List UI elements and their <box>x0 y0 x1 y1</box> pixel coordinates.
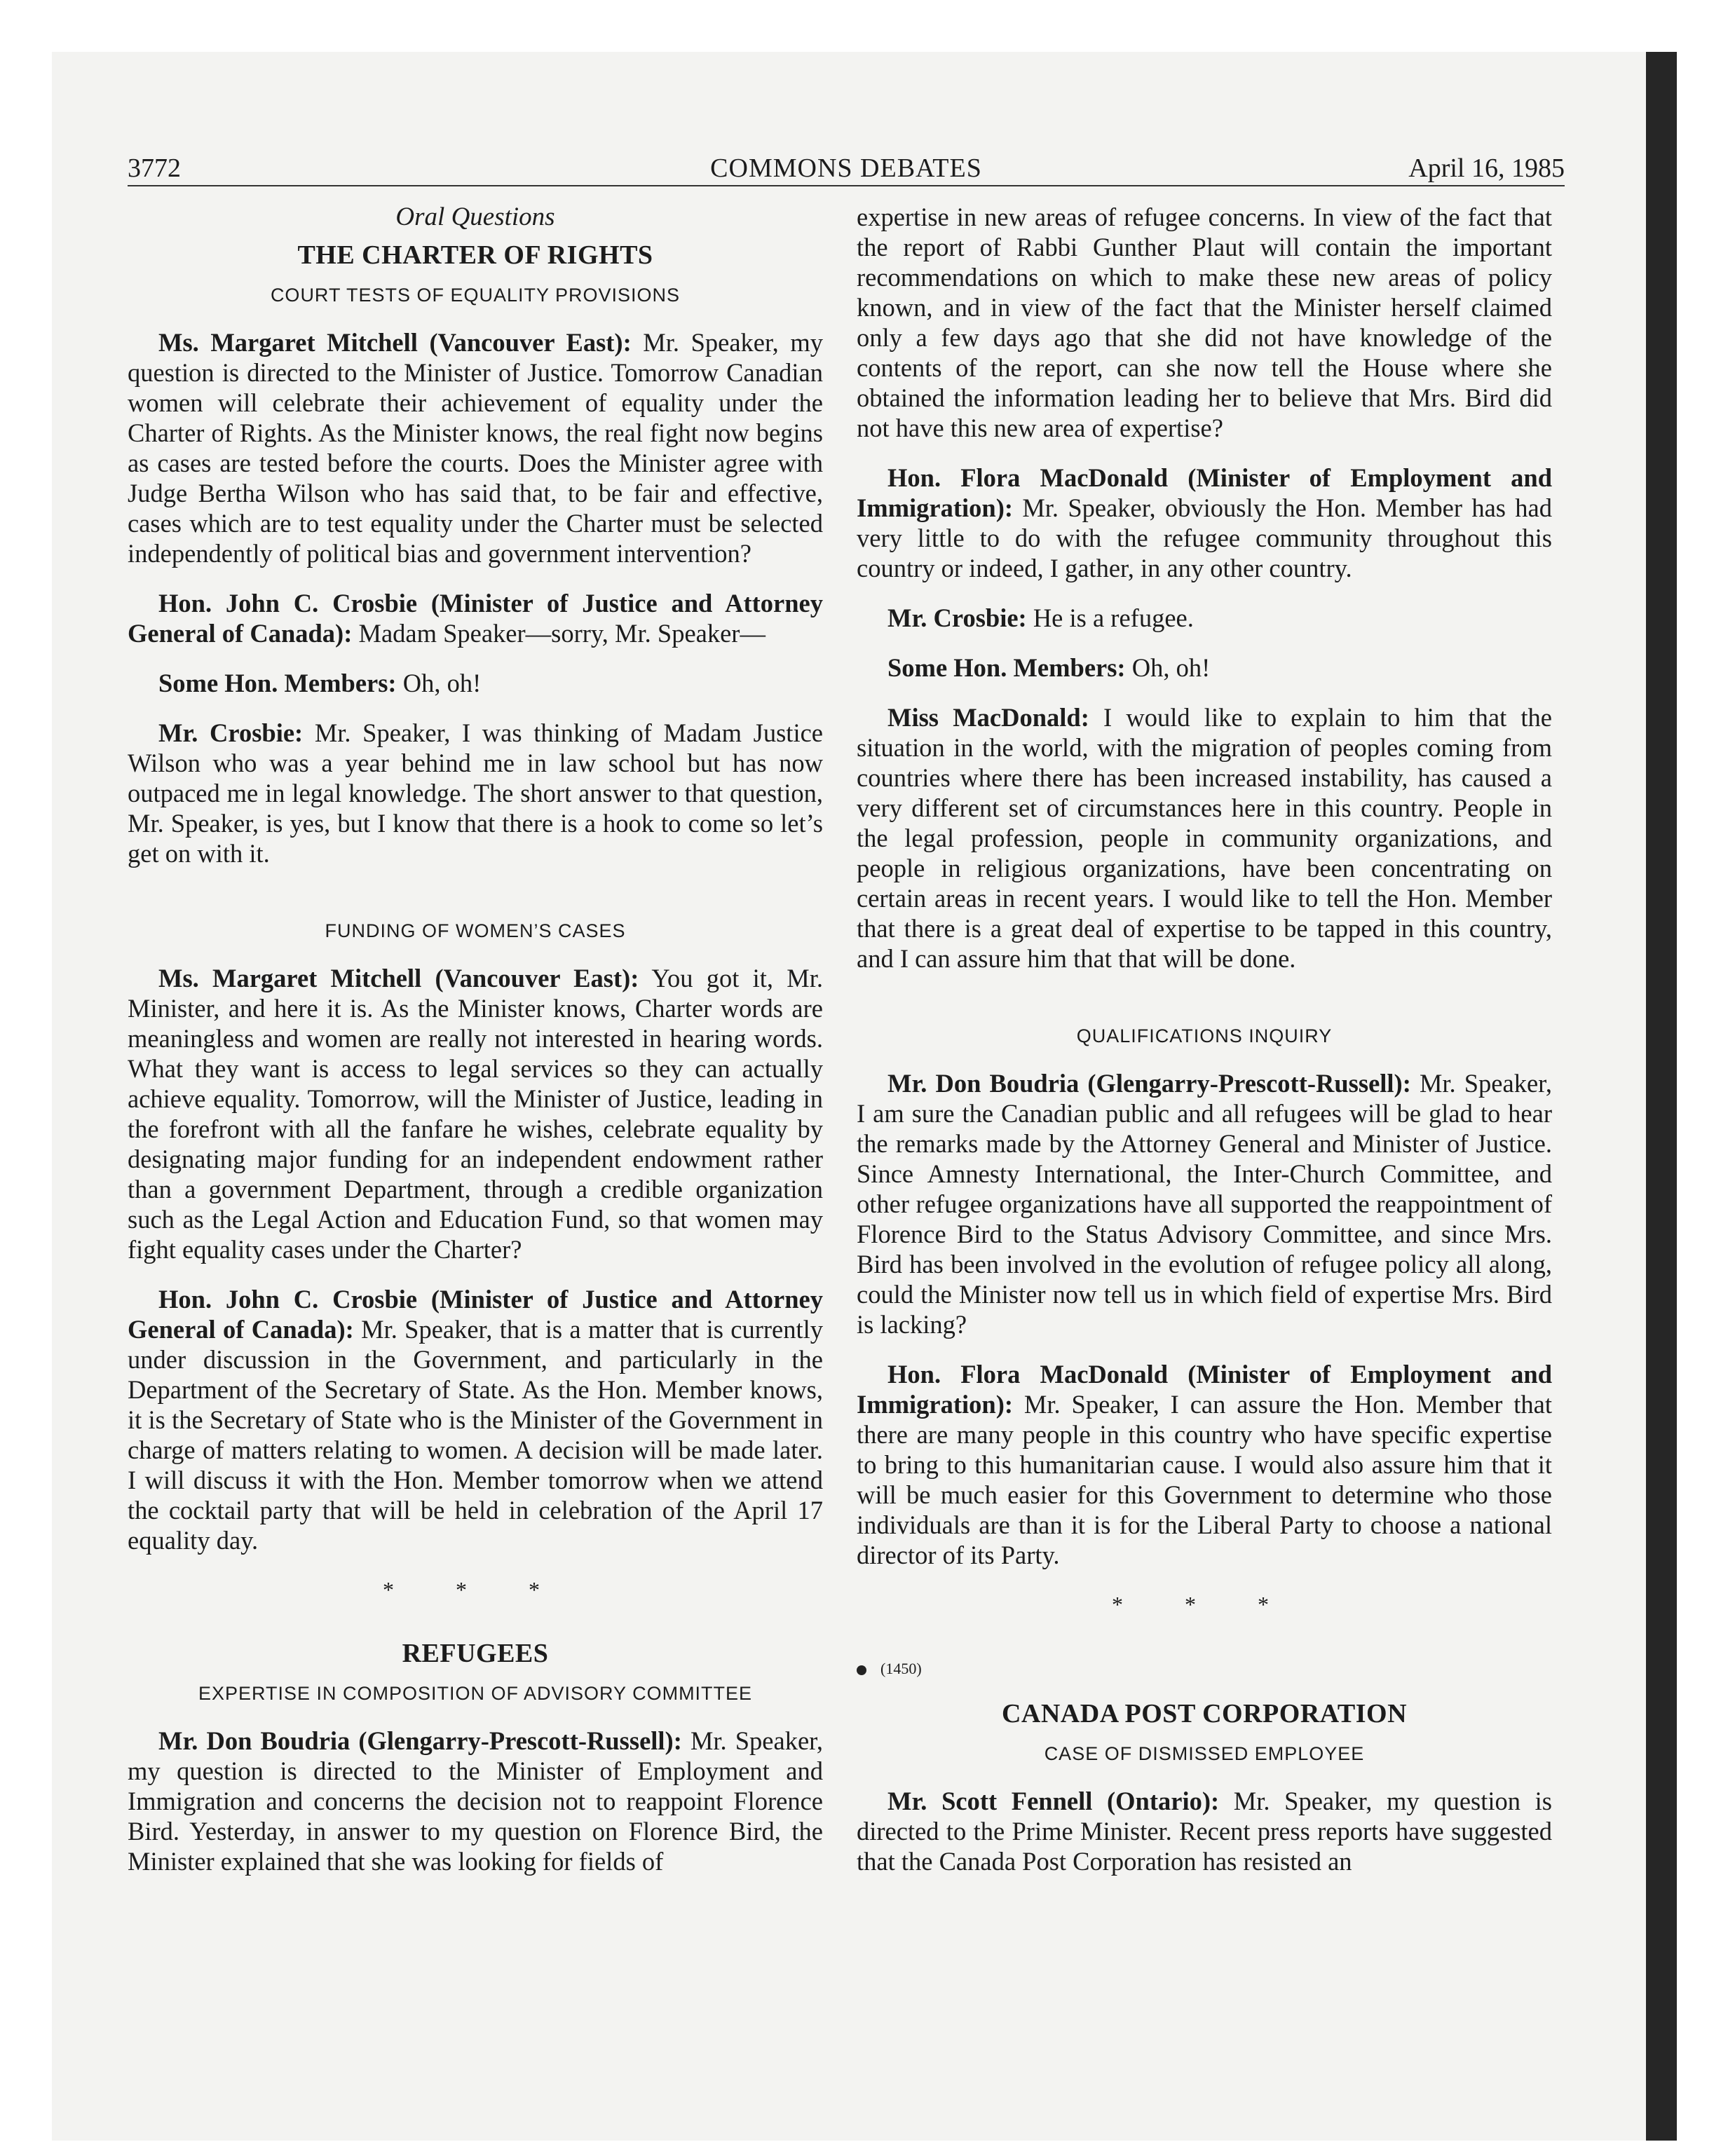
speaker: Hon. Flora MacDonald (Minister of Employment and Immigration): <box>857 1360 1552 1419</box>
speaker: Some Hon. Members: <box>158 669 397 697</box>
publication-date: April 16, 1985 <box>1408 153 1565 183</box>
paragraph <box>128 668 823 698</box>
section-break-stars: * * * <box>383 1577 568 1602</box>
speech-text: Mr. Speaker, that is a matter that is currently under discussion in the Government, and particularly in the Department of the Secretary of State. As the Hon. Member knows, it is the Secretary of State who is the Minister of the Government in charge of matters relating to women. A decision will be made later. I will discuss it with the Hon. Member tomorrow when we attend the cocktail party that will be held in celebration of the April 17 equality day. <box>128 1315 823 1555</box>
speaker: Ms. Margaret Mitchell (Vancouver East): <box>158 328 632 357</box>
speaker: Mr. Crosbie: <box>887 603 1027 632</box>
paragraph <box>857 603 1552 633</box>
speaker: Hon. John C. Crosbie (Minister of Justice and Attorney General of Canada): <box>128 1285 823 1344</box>
speech-text: Oh, oh! <box>396 669 482 697</box>
page-number: 3772 <box>128 153 181 183</box>
paragraph <box>857 1359 1552 1570</box>
speaker: Miss MacDonald: <box>887 703 1089 732</box>
scan-edge-bar <box>1646 52 1677 2141</box>
section-label: Oral Questions <box>395 203 555 231</box>
speech-text: Mr. Speaker, my question is directed to the Prime Minister. Recent press reports have suggested that the Canada Post Corporation has resisted an <box>857 1787 1552 1876</box>
section-break-stars: * * * <box>1112 1592 1297 1617</box>
speech-text: Mr. Speaker, obviously the Hon. Member has had very little to do with the refugee community throughout this country or indeed, I gather, in any other country. <box>857 493 1552 582</box>
publication-title: COMMONS DEBATES <box>710 153 982 183</box>
paragraph <box>128 1284 823 1555</box>
paragraph <box>128 588 823 648</box>
paragraph <box>128 1726 823 1876</box>
speaker: Hon. Flora MacDonald (Minister of Employment and Immigration): <box>857 463 1552 522</box>
speech-text: I would like to explain to him that the situation in the world, with the migration of peoples coming from countries where there has been increased instability, has caused a very different set of circumstances here in this country. People in the legal profession, people in community organizations, and people in religious organizations, have been concentrating on certain areas in recent years. I would like to tell the Hon. Member that there is a great deal of expertise to be tapped in this country, and I can assure him that that will be done. <box>857 703 1552 973</box>
heading-charter-of-rights: THE CHARTER OF RIGHTS <box>297 240 653 270</box>
speech-text: Oh, oh! <box>1125 653 1211 682</box>
speaker: Mr. Don Boudria (Glengarry-Prescott-Russell): <box>887 1069 1411 1098</box>
bullet-dot-icon <box>857 1665 866 1675</box>
speaker: Ms. Margaret Mitchell (Vancouver East): <box>158 964 639 992</box>
speech-text: Madam Speaker—sorry, Mr. Speaker— <box>352 619 766 648</box>
paragraph <box>857 653 1552 683</box>
speech-text: He is a refugee. <box>1026 603 1194 632</box>
header-rule <box>128 185 1565 186</box>
speech-text: Mr. Speaker, my question is directed to the Minister of Employment and Immigration and concerns the decision not to reappoint Florence Bird. Yesterday, in answer to my question on Florence Bird, the Minister explained that she was looking for fields of <box>128 1726 823 1876</box>
paragraph-continued <box>857 202 1552 443</box>
speaker: Hon. John C. Crosbie (Minister of Justice and Attorney General of Canada): <box>128 589 823 648</box>
paragraph <box>857 463 1552 583</box>
speech-text: Mr. Speaker, I am sure the Canadian public and all refugees will be glad to hear the remarks made by the Attorney General and Minister of Justice. Since Amnesty International, the Inter-Church Committee, and other refugee organizations have all supported the reappointment of Florence Bird to the Status Advisory Committee, and since Mrs. Bird has been involved in the evolution of refugee policy all along, could the Minister now tell us in which field of expertise Mrs. Bird is lacking? <box>857 1069 1552 1339</box>
subheading-expertise-advisory-committee: EXPERTISE IN COMPOSITION OF ADVISORY COMMITTEE <box>198 1683 753 1704</box>
speaker: Mr. Crosbie: <box>158 718 304 747</box>
speaker: Some Hon. Members: <box>887 653 1126 682</box>
heading-refugees: REFUGEES <box>402 1639 549 1668</box>
paragraph <box>857 702 1552 974</box>
speaker: Mr. Scott Fennell (Ontario): <box>887 1787 1220 1815</box>
paragraph <box>857 1786 1552 1876</box>
left-column <box>128 202 823 1896</box>
speech-text: Mr. Speaker, I can assure the Hon. Member that there are many people in this country who have specific expertise to bring to this humanitarian cause. I would also assure him that it will be much easier for this Government to determine who those individuals are than it is for the Liberal Party to choose a national director of its Party. <box>857 1390 1552 1569</box>
time-marker <box>857 1653 1552 1684</box>
paragraph <box>857 1068 1552 1339</box>
time-marker-text: (1450) <box>880 1660 922 1677</box>
speech-text: Mr. Speaker, my question is directed to the Minister of Justice. Tomorrow Canadian women will celebrate their achievement of equality under the Charter of Rights. As the Minister knows, the real fight now begins as cases are tested before the courts. Does the Minister agree with Judge Bertha Wilson who has said that, to be fair and effective, cases which are to test equality under the Charter must be selected independently of political bias and government intervention? <box>128 328 823 568</box>
right-column <box>857 202 1552 1896</box>
subheading-qualifications-inquiry: QUALIFICATIONS INQUIRY <box>1076 1025 1333 1046</box>
page-header <box>128 153 1565 184</box>
subheading-court-tests: COURT TESTS OF EQUALITY PROVISIONS <box>270 285 681 306</box>
heading-canada-post: CANADA POST CORPORATION <box>1001 1699 1408 1728</box>
subheading-dismissed-employee: CASE OF DISMISSED EMPLOYEE <box>1044 1743 1365 1764</box>
paragraph <box>128 718 823 868</box>
paragraph <box>128 327 823 568</box>
speech-text: expertise in new areas of refugee concerns. In view of the fact that the report of Rabbi Gunther Plaut will contain the important recommendations on which to make these new areas of policy known, and in view of the fact that the Minister herself claimed only a few days ago that she did not have knowledge of the contents of the report, can she now tell the House where she obtained the information leading her to believe that Mrs. Bird did not have this new area of expertise? <box>857 203 1552 442</box>
speech-text: Mr. Speaker, I was thinking of Madam Justice Wilson who was a year behind me in law school but has now outpaced me in legal knowledge. The short answer to that question, Mr. Speaker, is yes, but I know that there is a hook to come so let’s get on with it. <box>128 718 823 868</box>
speech-text: You got it, Mr. Minister, and here it is. As the Minister knows, Charter words are meaningless and women are really not interested in hearing words. What they want is access to legal services so they can actually achieve equality. Tomorrow, will the Minister of Justice, leading in the forefront with all the fanfare he wishes, celebrate equality by designating major funding for an independent endowment rather than a government Department, through a credible organization such as the Legal Action and Education Fund, so that women may fight equality cases under the Charter? <box>128 964 823 1264</box>
subheading-funding-womens-cases: FUNDING OF WOMEN’S CASES <box>325 920 626 941</box>
paragraph <box>128 963 823 1264</box>
speaker: Mr. Don Boudria (Glengarry-Prescott-Russell): <box>158 1726 682 1755</box>
